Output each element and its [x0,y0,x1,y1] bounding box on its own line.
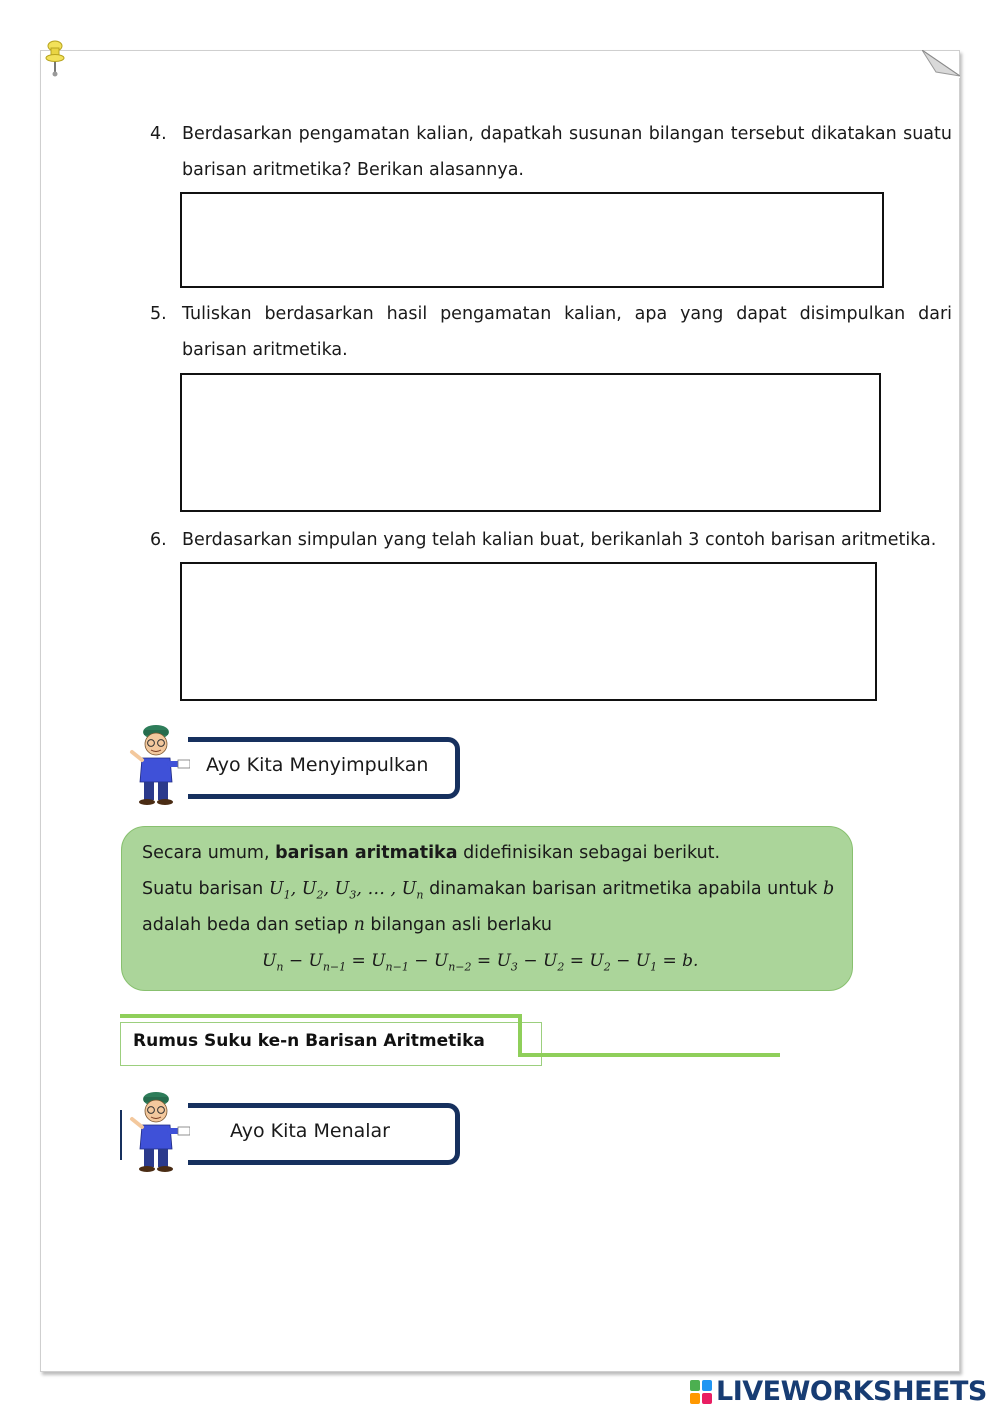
question-text: Tuliskan berdasarkan hasil pengamatan kalian, apa yang dapat disimpulkan dari barisan aritmetika. [182,304,952,360]
formula-section-title: Rumus Suku ke-n Barisan Aritmetika [133,1031,485,1051]
banner-label: Ayo Kita Menyimpulkan [206,754,429,776]
variable-n: n [353,915,365,935]
liveworksheets-logo[interactable] [690,1376,990,1408]
green-rule-top [120,1014,522,1018]
page-curl-icon [922,50,960,78]
definition-line-3: adalah beda dan setiap n bilangan asli berlaku [142,915,553,935]
sequence-notation: $U_1$, $U_2$, $U_3$, … , $U_n$ [268,879,424,902]
section-banner-reason [188,1103,460,1165]
variable-b: b [823,879,835,899]
green-rule-bottom [518,1053,780,1057]
definition-box [121,826,853,991]
question-number: 4. [150,124,167,144]
definition-line-2: Suatu barisan $U_1$, $U_2$, $U_3$, … , $U_n$ dinamakan barisan aritmetika apabila untuk b [142,879,835,902]
banner-edge-line [120,1110,122,1160]
liveworksheets-logo-icon [690,1380,712,1404]
green-rule-vertical [518,1014,522,1056]
difference-formula: $U_n - U_{n-1} = U_{n-1} - U_{n-2} = U_3 - U_2 = U_2 - U_1 = b$. [262,951,699,974]
answer-box-4[interactable] [180,192,884,288]
student-character-icon [126,722,190,806]
question-text: Berdasarkan simpulan yang telah kalian buat, berikanlah 3 contoh barisan aritmetika. [182,530,937,550]
pushpin-icon [44,38,66,78]
question-text: Berdasarkan pengamatan kalian, dapatkah susunan bilangan tersebut dikatakan suatu barisan aritmetika? Berikan alasannya. [182,124,952,180]
answer-box-6[interactable] [180,562,877,701]
definition-term: barisan aritmatika [275,843,458,863]
banner-label: Ayo Kita Menalar [230,1120,390,1142]
question-number: 6. [150,530,167,550]
section-banner-conclude [188,737,460,799]
student-character-icon [126,1089,190,1173]
answer-box-5[interactable] [180,373,881,512]
question-number: 5. [150,304,167,324]
definition-intro: Secara umum, barisan aritmatika didefinisikan sebagai berikut. [142,843,721,863]
logo-text: LIVEWORKSHEETS [716,1376,987,1407]
